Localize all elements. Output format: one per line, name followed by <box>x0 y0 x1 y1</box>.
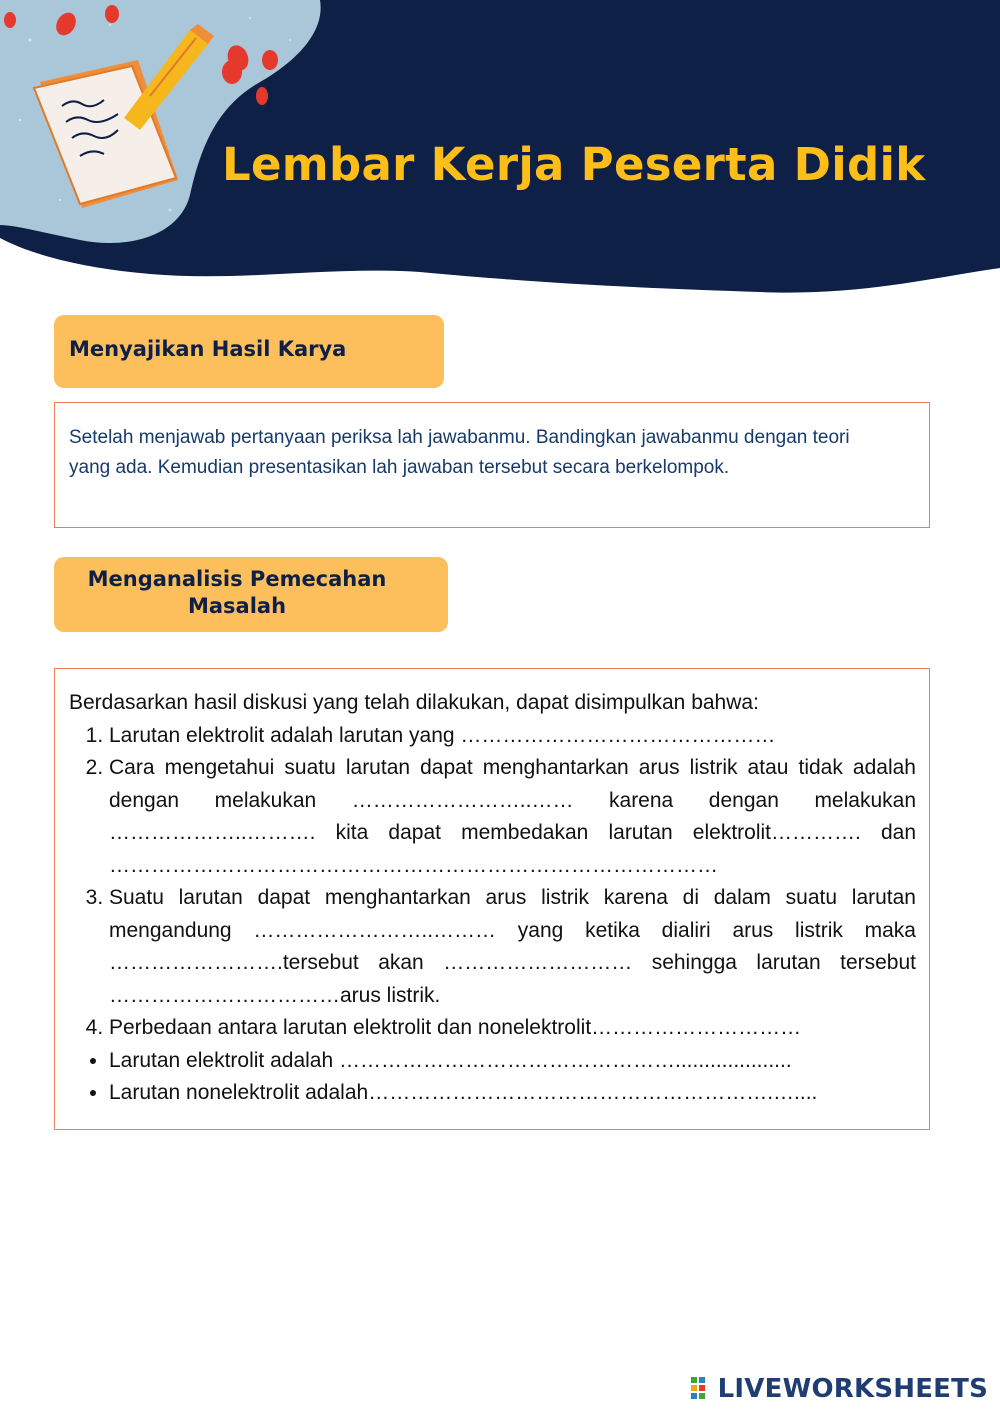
list-item: • Larutan elektrolit adalah ………………………………………….................... <box>109 1045 916 1078</box>
bullet-list <box>69 1045 916 1110</box>
list-item: • Larutan nonelektrolit adalah………………………………………………….….... <box>109 1077 916 1110</box>
list-item: 1. Larutan elektrolit adalah larutan yang ……………………………………… <box>109 720 916 753</box>
page-title: Lembar Kerja Peserta Didik <box>222 138 926 191</box>
section-heading: Menganalisis Pemecahan Masalah <box>87 567 387 618</box>
liveworksheets-logo-icon <box>690 1376 714 1400</box>
numbered-list <box>69 720 916 1045</box>
analysis-intro: Berdasarkan hasil diskusi yang telah dilakukan, dapat disimpulkan bahwa: <box>69 691 759 714</box>
instruction-box <box>54 402 930 528</box>
analysis-box <box>54 668 930 1130</box>
section-badge-hasil-karya <box>54 315 444 388</box>
list-item: 2. Cara mengetahui suatu larutan dapat menghantarkan arus listrik atau tidak adalah dengan melakukan ……………………..…… karena dengan melakukan ………………..………. kita dapat membedakan larutan elektrolit…………. dan …………………………………………………………………………… <box>109 752 916 882</box>
instruction-text: Setelah menjawab pertanyaan periksa lah jawabanmu. Bandingkan jawabanmu dengan teori yang ada. Kemudian presentasikan lah jawaban tersebut secara berkelompok. <box>69 427 850 478</box>
list-item: 3. Suatu larutan dapat menghantarkan arus listrik karena di dalam suatu larutan mengandung ……………………..……… yang ketika dialiri arus listrik maka …………………….tersebut akan ……………………… sehingga larutan tersebut ……………………………arus listrik. <box>109 882 916 1012</box>
section-heading: Menyajikan Hasil Karya <box>69 337 347 361</box>
brand-name: LIVEWORKSHEETS <box>717 1374 988 1404</box>
brand-footer <box>690 1374 988 1404</box>
section-badge-pemecahan-masalah <box>54 557 448 632</box>
list-item: 4. Perbedaan antara larutan elektrolit dan nonelektrolit………………………… <box>109 1012 916 1045</box>
